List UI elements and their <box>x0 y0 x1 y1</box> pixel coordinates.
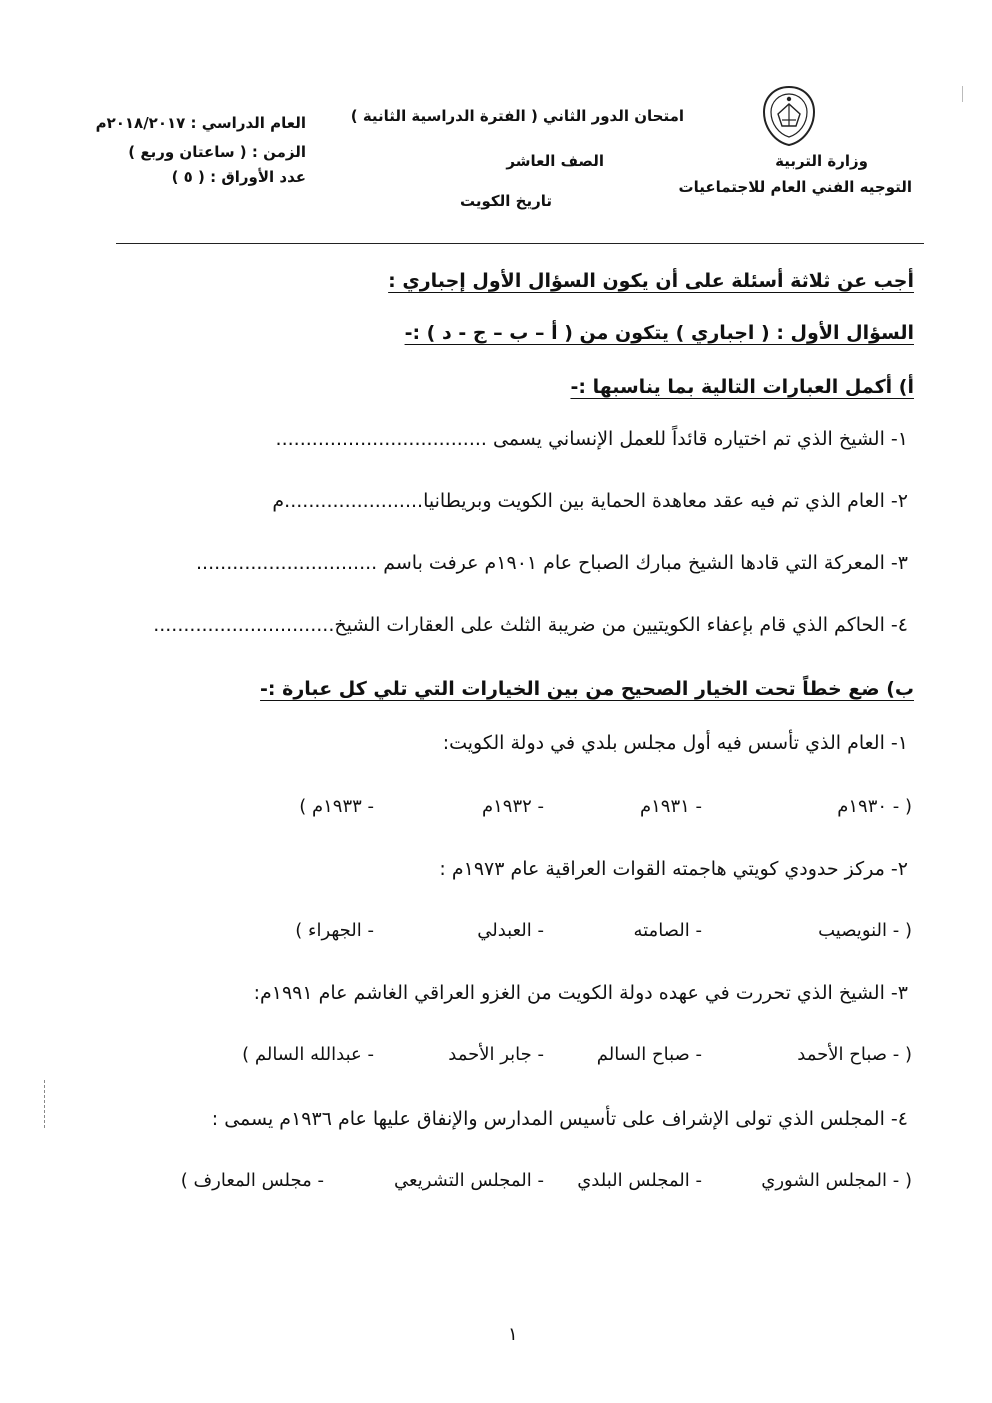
page-number: ١ <box>508 1324 518 1345</box>
mcq-option[interactable]: - ١٩٣٣م ) <box>299 796 374 817</box>
part-b-title: ب) ضع خطاً تحت الخيار الصحيح من بين الخيارات التي تلي كل عبارة :- <box>260 678 914 700</box>
exam-duration: الزمن : ( ساعتان وربع ) <box>128 143 306 161</box>
mcq-option[interactable]: - جابر الأحمد <box>448 1044 544 1065</box>
mcq-option[interactable]: - ١٩٣٢م <box>481 796 544 817</box>
mcq-option[interactable]: - الجهراء ) <box>295 920 374 941</box>
pages-count: عدد الأوراق : ( ٥ ) <box>171 168 306 186</box>
mcq-question: ٣- الشيخ الذي تحررت في عهده دولة الكويت من الغزو العراقي الغاشم عام ١٩٩١م: <box>253 982 908 1004</box>
mcq-question: ١- العام الذي تأسس فيه أول مجلس بلدي في دولة الكويت: <box>442 732 908 754</box>
mcq-option[interactable]: - المجلس البلدي <box>577 1170 702 1191</box>
fill-blank-item: ٣- المعركة التي قادها الشيخ مبارك الصباح عام ١٩٠١م عرفت باسم .............................. <box>196 552 908 574</box>
mcq-question: ٢- مركز حدودي كويتي هاجمته القوات العراقية عام ١٩٧٣م : <box>439 858 908 880</box>
mcq-option[interactable]: ( - ١٩٣٠م <box>837 796 912 817</box>
mcq-option[interactable]: ( - النويصيب <box>818 920 912 941</box>
mcq-option[interactable]: - الصامته <box>633 920 702 941</box>
kuwait-emblem-icon <box>760 84 818 148</box>
header-divider <box>116 243 924 244</box>
department-name: التوجيه الفني العام للاجتماعيات <box>678 178 912 196</box>
scan-mark <box>962 86 963 102</box>
exam-title: امتحان الدور الثاني ( الفترة الدراسية الثانية ) <box>350 107 684 125</box>
mcq-option[interactable]: - عبدالله السالم ) <box>242 1044 374 1065</box>
mcq-option[interactable]: - صباح السالم <box>596 1044 702 1065</box>
scan-mark <box>44 1080 45 1128</box>
subject-label: تاريخ الكويت <box>460 192 552 210</box>
part-a-title: أ) أكمل العبارات التالية بما يناسبها :- <box>570 376 914 398</box>
grade-label: الصف العاشر <box>506 152 604 170</box>
mcq-question: ٤- المجلس الذي تولى الإشراف على تأسيس المدارس والإنفاق عليها عام ١٩٣٦م يسمى : <box>211 1108 908 1130</box>
academic-year: العام الدراسي : ٢٠١٨/٢٠١٧م <box>95 114 306 132</box>
mcq-option[interactable]: - مجلس المعارف ) <box>180 1170 324 1191</box>
fill-blank-item: ٤- الحاكم الذي قام بإعفاء الكويتيين من ضريبة الثلث على العقارات الشيخ.............................. <box>153 614 908 636</box>
question1-title: السؤال الأول : ( اجباري ) يتكون من ( أ – ب – ج - د ) :- <box>404 322 914 344</box>
mcq-option[interactable]: ( - صباح الأحمد <box>797 1044 912 1065</box>
fill-blank-item: ٢- العام الذي تم فيه عقد معاهدة الحماية بين الكويت وبريطانيا.......................م <box>272 490 908 512</box>
mcq-option[interactable]: ( - المجلس الشوري <box>761 1170 912 1191</box>
mcq-option[interactable]: - المجلس التشريعي <box>394 1170 544 1191</box>
fill-blank-item: ١- الشيخ الذي تم اختياره قائداً للعمل الإنساني يسمى ................................... <box>275 428 908 450</box>
mcq-option[interactable]: - ١٩٣١م <box>639 796 702 817</box>
mcq-option[interactable]: - العبدلي <box>477 920 544 941</box>
ministry-name: وزارة التربية <box>775 152 868 170</box>
general-instructions: أجب عن ثلاثة أسئلة على أن يكون السؤال الأول إجباري : <box>388 270 914 292</box>
